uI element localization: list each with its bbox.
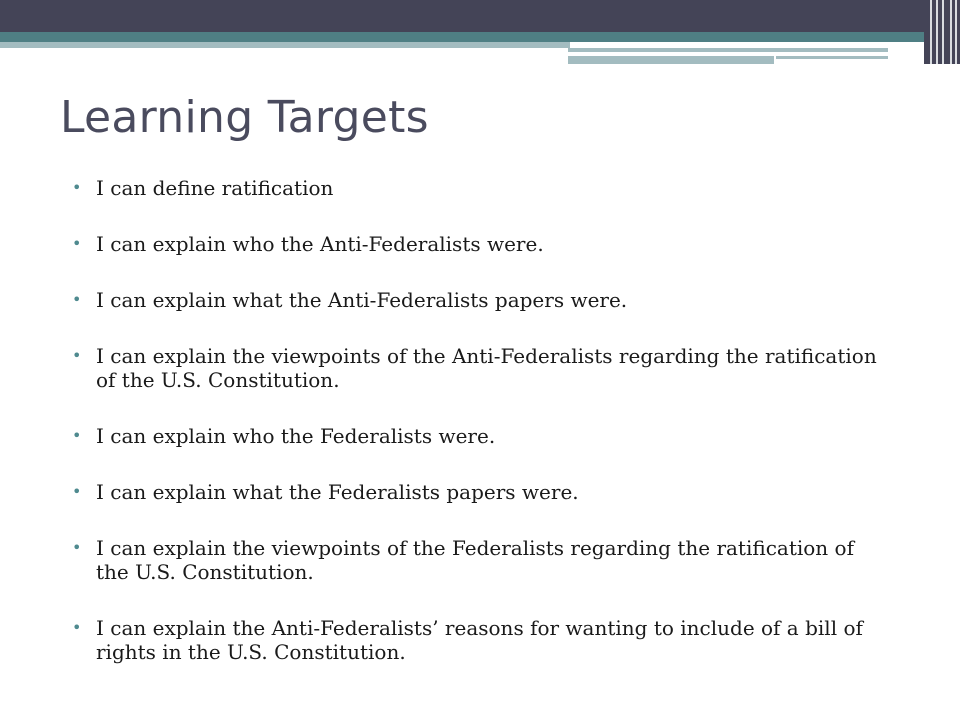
bullet-item: • I can explain what the Federalists papers were. [72, 480, 892, 504]
bullet-item: • I can explain the viewpoints of the Anti-Federalists regarding the ratification of the U.S. Constitution. [72, 344, 892, 392]
header-band-light [568, 48, 888, 52]
bullet-item: • I can explain what the Anti-Federalists papers were. [72, 288, 892, 312]
slide-title: Learning Targets [60, 92, 429, 143]
header-band-light [568, 56, 774, 64]
header-band-light [0, 42, 570, 48]
bullet-item: • I can explain who the Federalists were. [72, 424, 892, 448]
bullet-item: • I can explain the Anti-Federalists’ reasons for wanting to include of a bill of rights in the U.S. Constitution. [72, 616, 892, 664]
header-band-light [776, 56, 888, 59]
bullet-item: • I can explain the viewpoints of the Federalists regarding the ratification of the U.S. Constitution. [72, 536, 892, 584]
header-band-dark [0, 0, 960, 32]
bullet-item: • I can define ratification [72, 176, 892, 200]
bullet-item: • I can explain who the Anti-Federalists were. [72, 232, 892, 256]
header-band-teal [0, 32, 960, 42]
corner-stripes-decoration [924, 0, 960, 64]
bullet-list [72, 176, 892, 696]
